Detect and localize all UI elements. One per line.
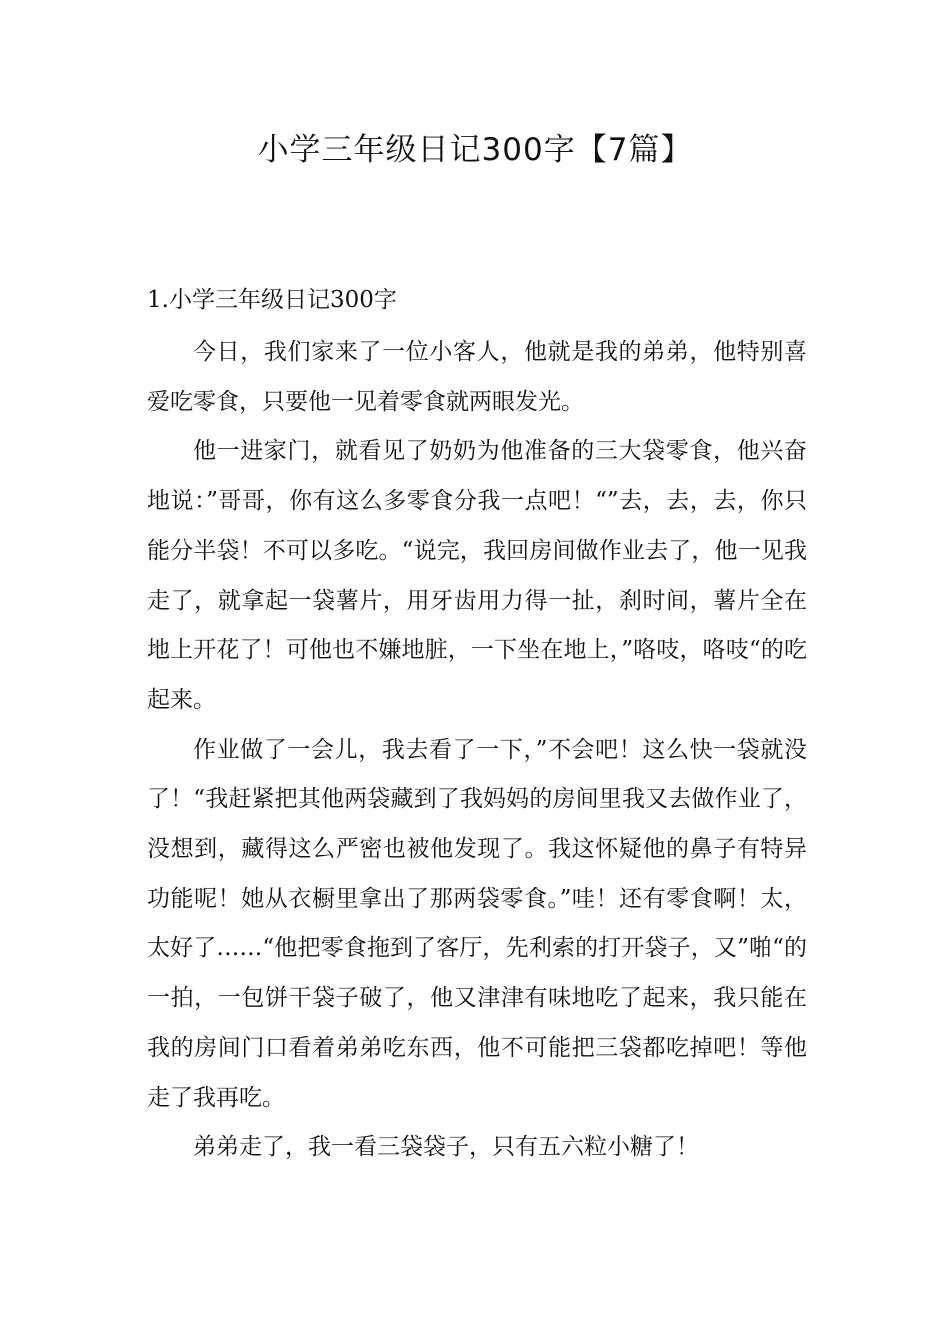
document-title: 小学三年级日记300字【7篇】 bbox=[257, 132, 693, 168]
paragraph: 弟弟走了，我一看三袋袋子，只有五六粒小糖了！ bbox=[193, 1134, 699, 1161]
section-body bbox=[147, 328, 807, 1173]
paragraph: 作业做了一会儿，我去看了一下，”不会吧！这么快一袋就没了！“我赶紧把其他两袋藏到了我妈妈的房间里我又去做作业了，没想到，藏得这么严密也被他发现了。我这怀疑他的鼻子有特异功能呢！她从衣橱里拿出了那两袋零食。”哇！还有零食啊！太，太好了……“他把零食拖到了客厅，先利索的打开袋子，又”啪“的一拍，一包饼干袋子破了，他又津津有味地吃了起来，我只能在我的房间门口看着弟弟吃东西，他不可能把三袋都吃掉吧！等他走了我再吃。 bbox=[147, 736, 807, 1111]
paragraph: 今日，我们家来了一位小客人，他就是我的弟弟，他特别喜爱吃零食，只要他一见着零食就两眼发光。 bbox=[147, 339, 807, 415]
paragraph: 他一进家门，就看见了奶奶为他准备的三大袋零食，他兴奋地说：”哥哥，你有这么多零食分我一点吧！“”去，去，去，你只能分半袋！不可以多吃。“说完，我回房间做作业去了，他一见我走了，就拿起一袋薯片，用牙齿用力得一扯，刹时间，薯片全在地上开花了！可他也不嫌地脏，一下坐在地上，”咯吱，咯吱“的吃起来。 bbox=[147, 438, 807, 713]
section-heading: 1.小学三年级日记300字 bbox=[147, 287, 397, 313]
